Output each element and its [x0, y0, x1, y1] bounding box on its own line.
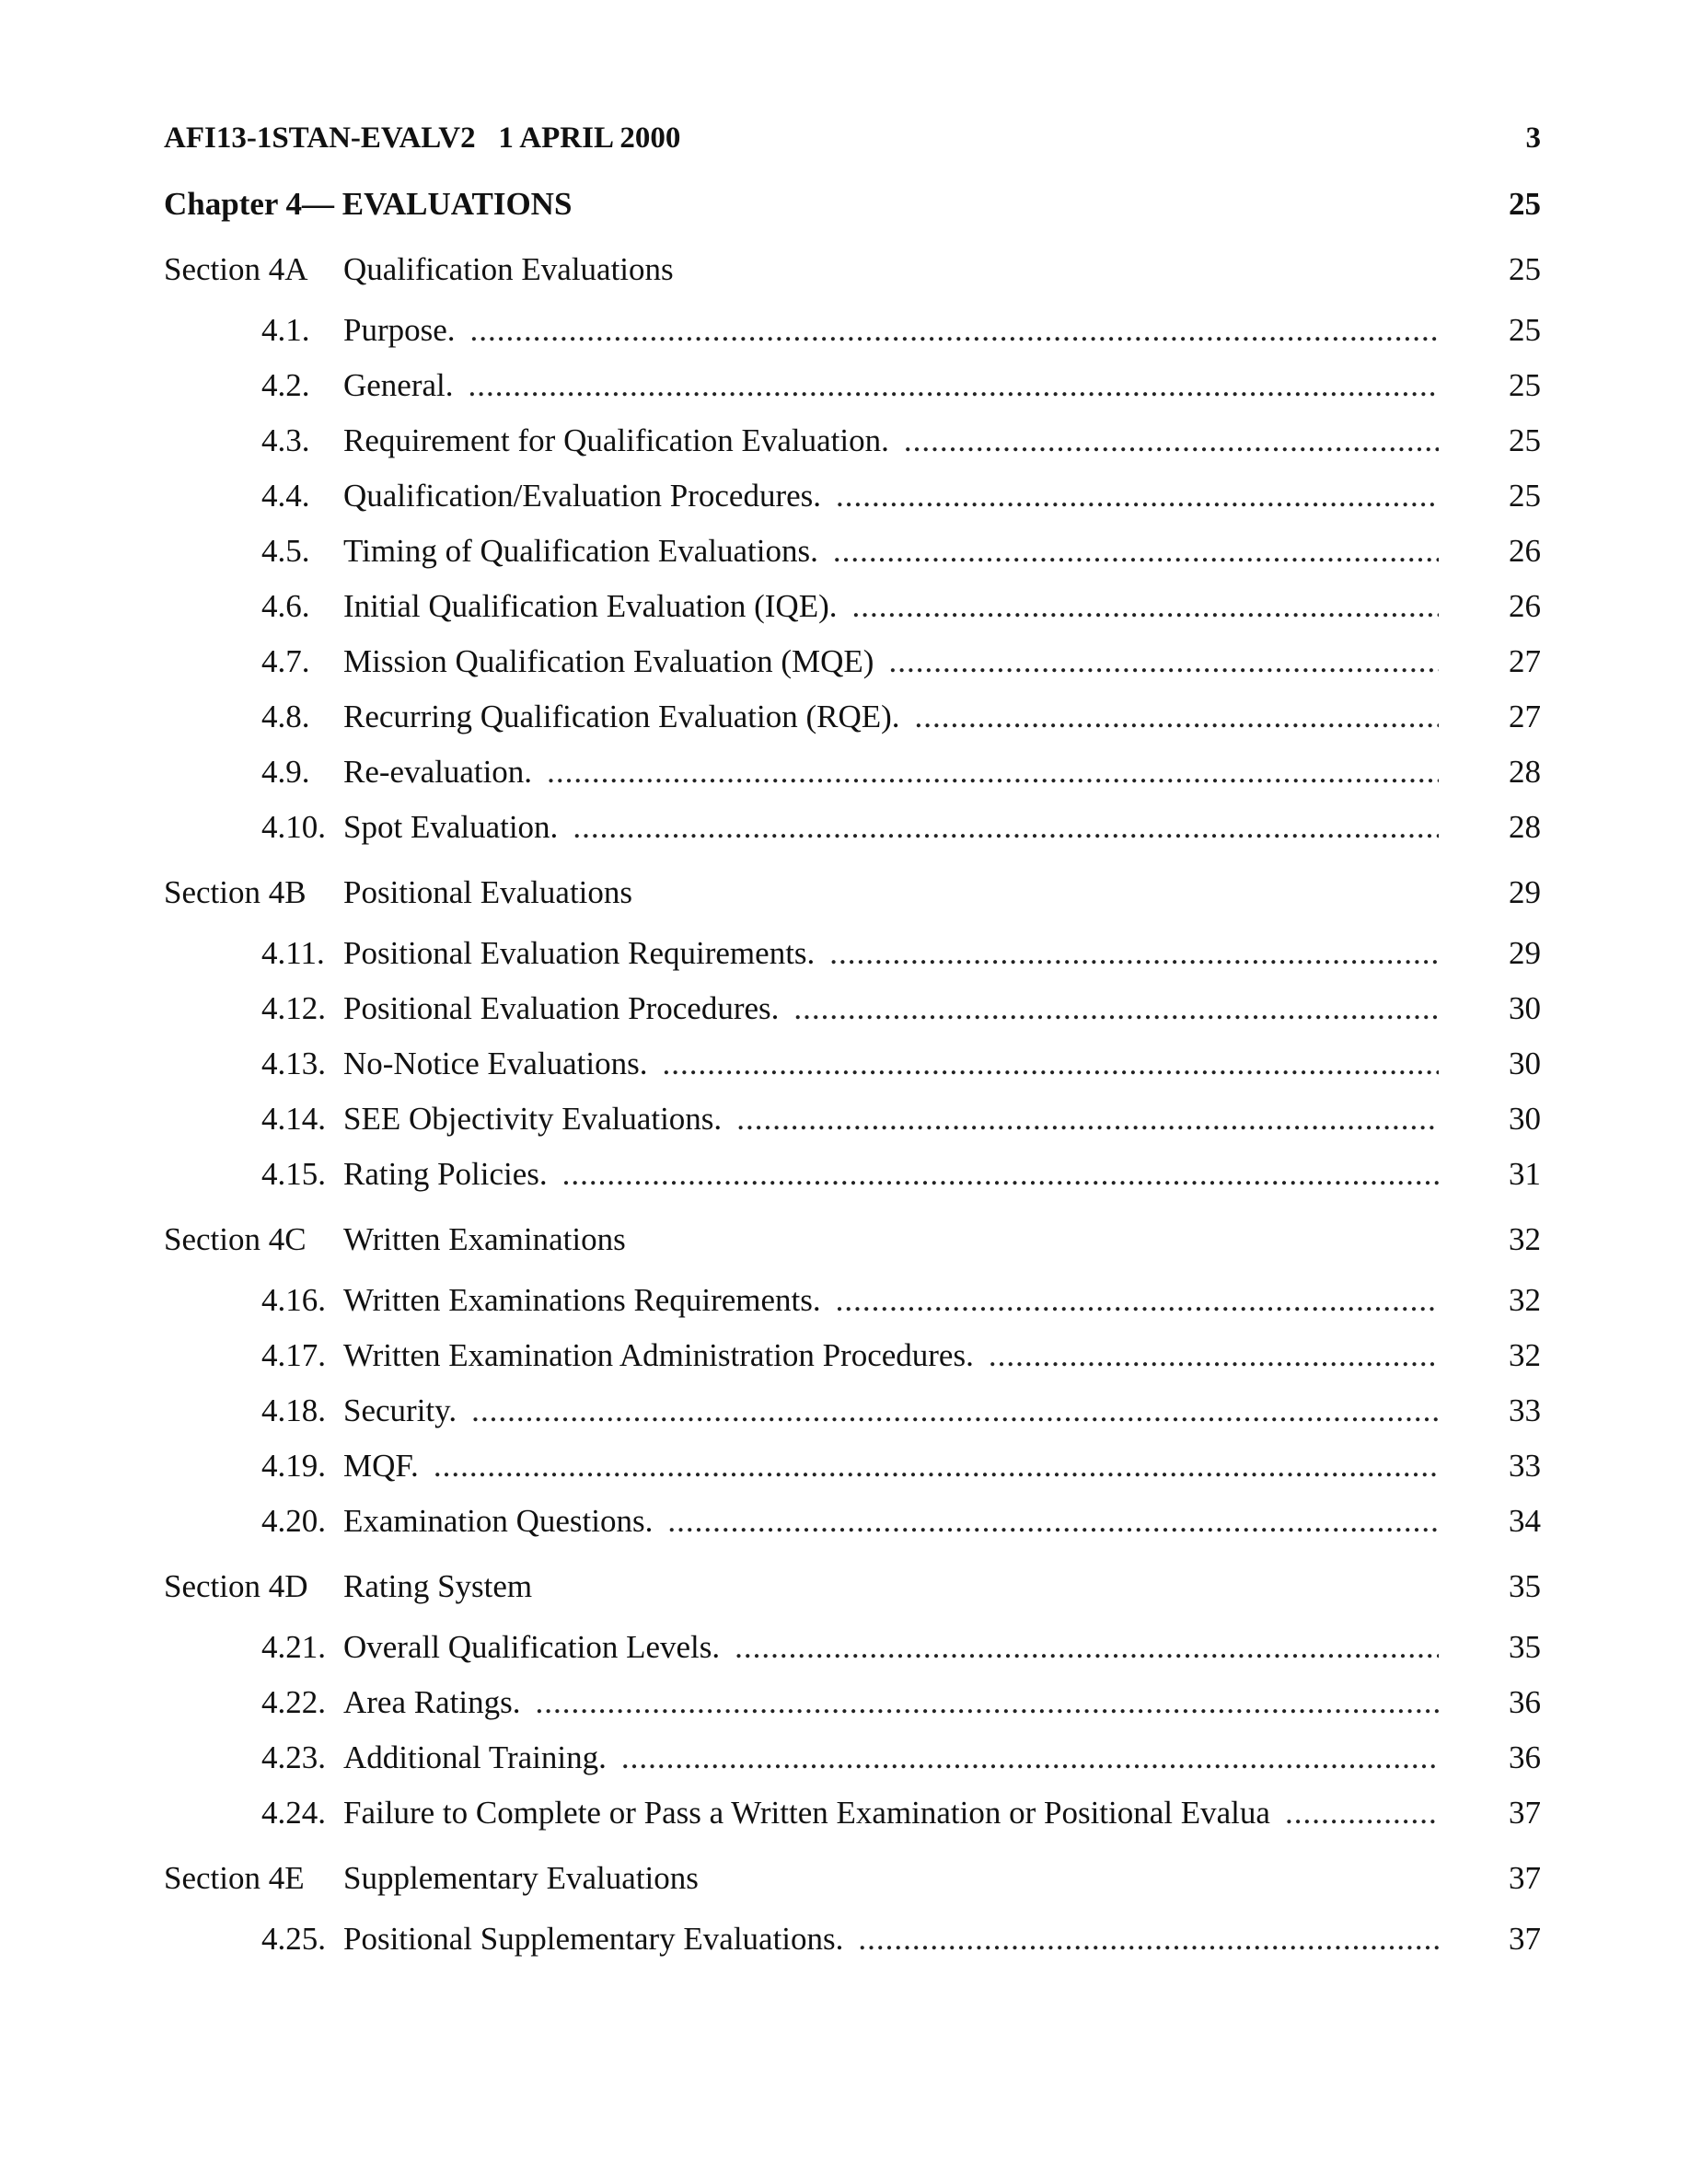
entry-title: Examination Questions. — [343, 1503, 667, 1540]
entry-title: General. — [343, 367, 469, 404]
entry-page: 25 — [1509, 478, 1541, 514]
entry-number: 4.11. — [261, 935, 325, 971]
entry-title: Overall Qualification Levels. — [343, 1629, 735, 1666]
entry-page: 32 — [1509, 1337, 1541, 1373]
leader-dots — [547, 754, 1439, 791]
entry-title: Initial Qualification Evaluation (IQE). — [343, 588, 851, 625]
leader-dots — [736, 1101, 1439, 1138]
entry-number: 4.1. — [261, 312, 310, 348]
entry-page: 35 — [1509, 1629, 1541, 1665]
entry-title: Positional Supplementary Evaluations. — [343, 1921, 858, 1958]
leader-dots — [621, 1739, 1439, 1776]
section-label: Section 4A — [164, 251, 308, 287]
leader-dots — [470, 312, 1439, 349]
leader-dots — [989, 1337, 1439, 1374]
entry-number: 4.19. — [261, 1448, 326, 1484]
entry-page: 37 — [1509, 1795, 1541, 1831]
entry-page: 26 — [1509, 588, 1541, 624]
entry-page: 27 — [1509, 699, 1541, 734]
entry-number: 4.13. — [261, 1046, 326, 1081]
entry-page: 36 — [1509, 1684, 1541, 1720]
chapter-title: Chapter 4— EVALUATIONS — [164, 186, 573, 222]
entry-page: 25 — [1509, 367, 1541, 403]
entry-title: SEE Objectivity Evaluations. — [343, 1101, 736, 1138]
leader-dots — [662, 1046, 1439, 1082]
entry-title: Positional Evaluation Procedures. — [343, 990, 793, 1027]
entry-number: 4.8. — [261, 699, 310, 734]
section-title: Positional Evaluations — [343, 874, 633, 910]
leader-dots — [888, 643, 1439, 680]
leader-dots — [904, 422, 1439, 459]
leader-dots — [434, 1448, 1439, 1485]
entry-number: 4.24. — [261, 1795, 326, 1831]
section-page: 37 — [1509, 1860, 1541, 1896]
section-title: Written Examinations — [343, 1221, 626, 1257]
chapter-page: 25 — [1509, 186, 1541, 222]
section-label: Section 4C — [164, 1221, 307, 1257]
entry-number: 4.23. — [261, 1739, 326, 1775]
entry-number: 4.17. — [261, 1337, 326, 1373]
section-title: Rating System — [343, 1568, 533, 1604]
section-page: 29 — [1509, 874, 1541, 910]
section-page: 35 — [1509, 1568, 1541, 1604]
document-id: AFI13-1STAN-EVALV2 1 APRIL 2000 — [164, 121, 681, 155]
leader-dots — [1285, 1795, 1439, 1832]
entry-page: 33 — [1509, 1448, 1541, 1484]
entry-title: No-Notice Evaluations. — [343, 1046, 662, 1082]
entry-page: 27 — [1509, 643, 1541, 679]
page-number: 3 — [1525, 121, 1541, 155]
leader-dots — [573, 809, 1439, 846]
entry-number: 4.14. — [261, 1101, 326, 1137]
entry-title: Written Examination Administration Procedures. — [343, 1337, 989, 1374]
entry-number: 4.9. — [261, 754, 310, 790]
entry-title: Written Examinations Requirements. — [343, 1282, 836, 1319]
section-label: Section 4E — [164, 1860, 305, 1896]
entry-number: 4.15. — [261, 1156, 326, 1192]
entry-number: 4.12. — [261, 990, 326, 1026]
entry-page: 34 — [1509, 1503, 1541, 1539]
entry-title: Spot Evaluation. — [343, 809, 573, 846]
entry-page: 37 — [1509, 1921, 1541, 1957]
entry-number: 4.4. — [261, 478, 310, 514]
entry-title: Area Ratings. — [343, 1684, 535, 1721]
entry-number: 4.16. — [261, 1282, 326, 1318]
section-title: Supplementary Evaluations — [343, 1860, 699, 1896]
entry-number: 4.20. — [261, 1503, 326, 1539]
entry-title: Additional Training. — [343, 1739, 621, 1776]
entry-title: Purpose. — [343, 312, 470, 349]
entry-title: Qualification/Evaluation Procedures. — [343, 478, 836, 514]
entry-number: 4.25. — [261, 1921, 326, 1957]
entry-page: 33 — [1509, 1392, 1541, 1428]
leader-dots — [915, 699, 1439, 735]
entry-number: 4.7. — [261, 643, 310, 679]
entry-number: 4.18. — [261, 1392, 326, 1428]
entry-page: 36 — [1509, 1739, 1541, 1775]
leader-dots — [793, 990, 1439, 1027]
entry-title: Requirement for Qualification Evaluation. — [343, 422, 904, 459]
entry-title: Failure to Complete or Pass a Written Examination or Positional Evalua — [343, 1795, 1285, 1832]
entry-page: 28 — [1509, 754, 1541, 790]
entry-number: 4.10. — [261, 809, 326, 845]
section-title: Qualification Evaluations — [343, 251, 674, 287]
entry-page: 25 — [1509, 312, 1541, 348]
entry-title: Mission Qualification Evaluation (MQE) — [343, 643, 888, 680]
leader-dots — [836, 478, 1439, 514]
leader-dots — [829, 935, 1439, 972]
leader-dots — [858, 1921, 1439, 1958]
section-page: 25 — [1509, 251, 1541, 287]
section-label: Section 4B — [164, 874, 307, 910]
leader-dots — [833, 533, 1439, 570]
entry-number: 4.5. — [261, 533, 310, 569]
entry-title: Security. — [343, 1392, 471, 1429]
entry-number: 4.22. — [261, 1684, 326, 1720]
entry-title: Recurring Qualification Evaluation (RQE). — [343, 699, 915, 735]
entry-page: 30 — [1509, 1046, 1541, 1081]
section-label: Section 4D — [164, 1568, 308, 1604]
entry-title: Positional Evaluation Requirements. — [343, 935, 829, 972]
leader-dots — [836, 1282, 1439, 1319]
leader-dots — [469, 367, 1439, 404]
entry-page: 32 — [1509, 1282, 1541, 1318]
entry-page: 29 — [1509, 935, 1541, 971]
entry-page: 26 — [1509, 533, 1541, 569]
entry-title: Timing of Qualification Evaluations. — [343, 533, 833, 570]
entry-page: 30 — [1509, 1101, 1541, 1137]
entry-number: 4.21. — [261, 1629, 326, 1665]
leader-dots — [562, 1156, 1439, 1193]
entry-title: Rating Policies. — [343, 1156, 562, 1193]
leader-dots — [471, 1392, 1439, 1429]
leader-dots — [535, 1684, 1439, 1721]
entry-title: MQF. — [343, 1448, 434, 1485]
section-page: 32 — [1509, 1221, 1541, 1257]
entry-page: 31 — [1509, 1156, 1541, 1192]
entry-page: 30 — [1509, 990, 1541, 1026]
entry-title: Re-evaluation. — [343, 754, 547, 791]
entry-number: 4.2. — [261, 367, 310, 403]
leader-dots — [735, 1629, 1439, 1666]
leader-dots — [667, 1503, 1439, 1540]
leader-dots — [851, 588, 1439, 625]
entry-number: 4.3. — [261, 422, 310, 458]
entry-page: 25 — [1509, 422, 1541, 458]
entry-page: 28 — [1509, 809, 1541, 845]
entry-number: 4.6. — [261, 588, 310, 624]
